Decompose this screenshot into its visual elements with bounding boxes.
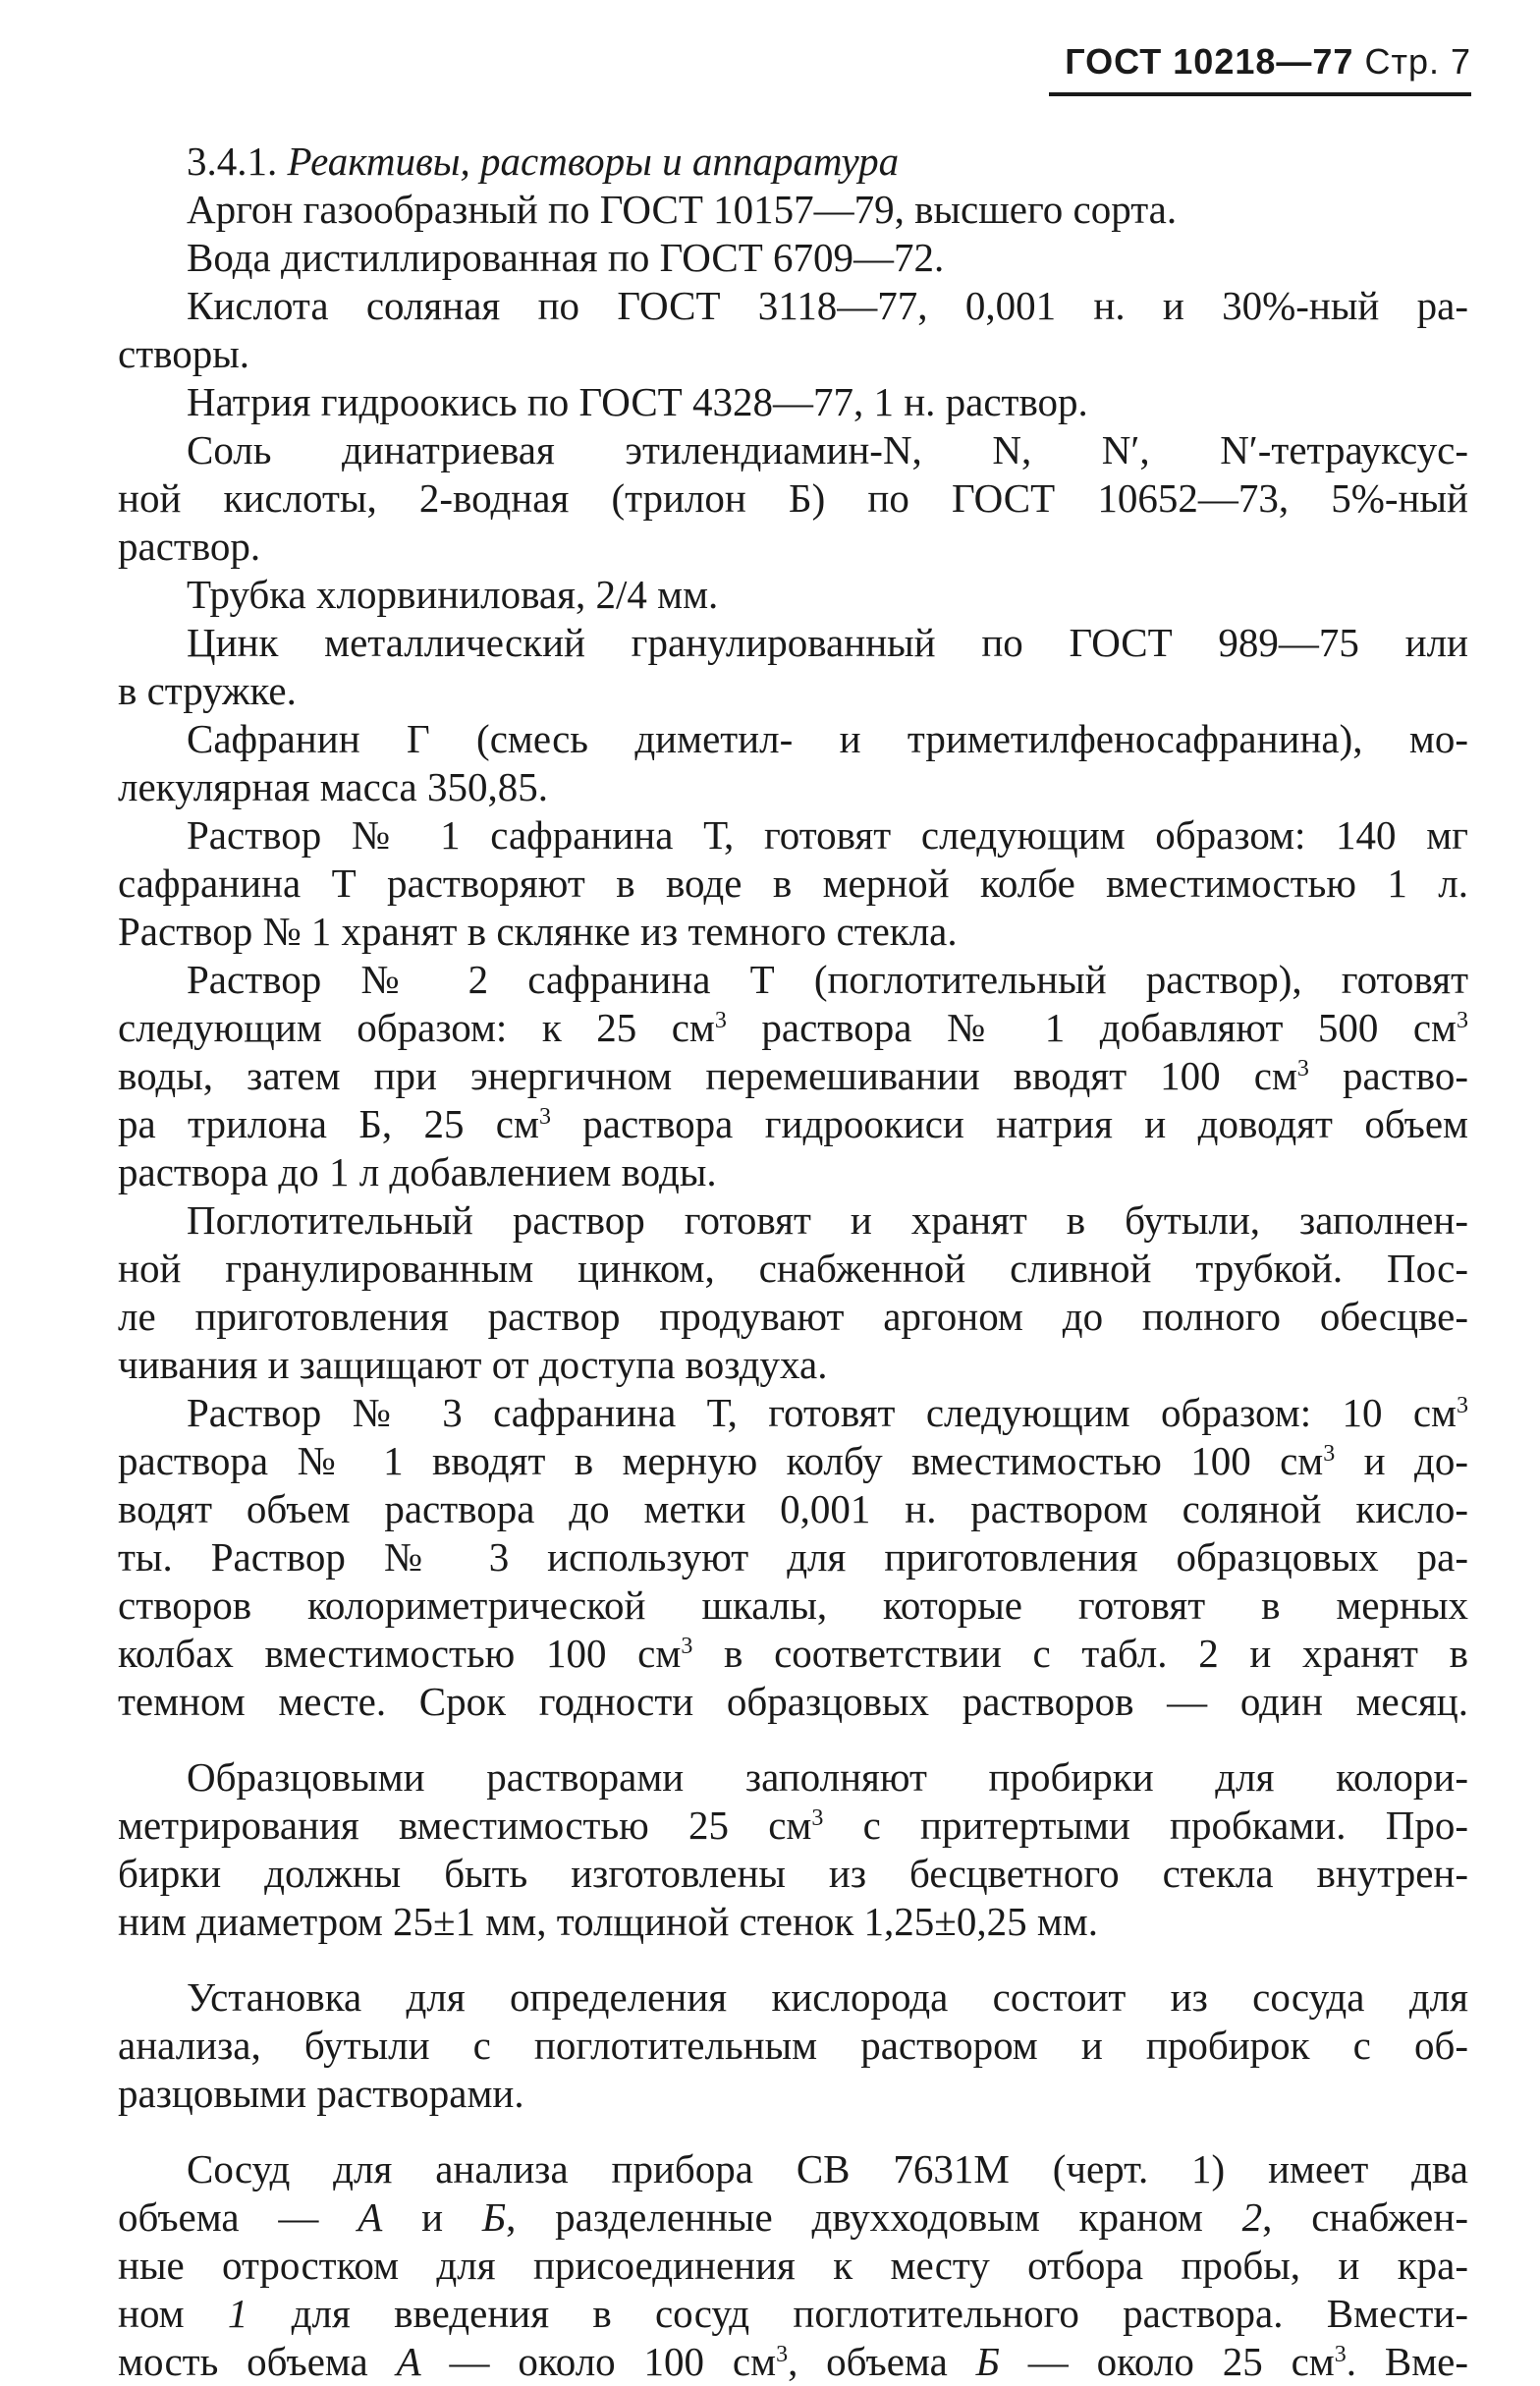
text-line: Натрия гидроокись по ГОСТ 4328—77, 1 н. раствор.	[187, 379, 1088, 424]
text-line: Поглотительный раствор готовят и хранят в бутыли, заполнен-	[187, 1197, 1468, 1243]
document-body	[118, 138, 1468, 2386]
text-line: ра трилона Б, 25 $см^3$ раствора гидроокиси натрия и доводят объем	[118, 1101, 1468, 1146]
section-number: 3.4.1.	[187, 139, 278, 184]
text-line: ним диаметром 25±1 мм, толщиной стенок 1,25±0,25 мм.	[118, 1899, 1098, 1944]
text-line: ном 1 для введения в сосуд поглотительного раствора. Вмести-	[118, 2291, 1468, 2336]
text-line: Трубка хлорвиниловая, 2/4 мм.	[187, 572, 719, 617]
text-line: бирки должны быть изготовлены из бесцветного стекла внутрен-	[118, 1851, 1468, 1896]
text-line: Соль динатриевая этилендиамин-N, N, N′, N′-тетрауксус-	[187, 427, 1468, 472]
text-line: разцовыми растворами.	[118, 2071, 524, 2116]
text-line: Кислота соляная по ГОСТ 3118—77, 0,001 н. и 30%-ный ра-	[187, 283, 1468, 328]
text-line: раствор.	[118, 524, 261, 569]
text-line: Раствор № 3 сафранина Т, готовят следующим образом: 10 $см^3$	[187, 1390, 1468, 1435]
text-line: Вода дистиллированная по ГОСТ 6709—72.	[187, 235, 945, 280]
text-line: Образцовыми растворами заполняют пробирки для колори-	[187, 1754, 1468, 1800]
text-line: Аргон газообразный по ГОСТ 10157—79, высшего сорта.	[187, 187, 1178, 232]
text-line: раствора до 1 л добавлением воды.	[118, 1149, 717, 1194]
text-line: метрирования вместимостью 25 $см^3$ с притертыми пробками. Про-	[118, 1803, 1468, 1848]
text-line: объема — А и Б, разделенные двухходовым краном 2, снабжен-	[118, 2194, 1468, 2240]
text-line: ты. Раствор № 3 используют для приготовления образцовых ра-	[118, 1534, 1468, 1580]
text-line: Раствор № 1 хранят в склянке из темного стекла.	[118, 909, 958, 954]
text-line: раствора № 1 вводят в мерную колбу вместимостью 100 $см^3$ и до-	[118, 1438, 1468, 1483]
section-title: Реактивы, растворы и аппаратура	[287, 139, 900, 184]
text-line: ной гранулированным цинком, снабженной сливной трубкой. Пос-	[118, 1246, 1468, 1291]
text-line: чивания и защищают от доступа воздуха.	[118, 1342, 828, 1387]
text-line: водят объем раствора до метки 0,001 н. раствором соляной кисло-	[118, 1486, 1468, 1531]
section-heading	[118, 138, 1468, 186]
text-line: створов колориметрической шкалы, которые готовят в мерных	[118, 1582, 1468, 1628]
standard-number: ГОСТ 10218—77	[1065, 41, 1354, 82]
text-line: Раствор № 1 сафранина Т, готовят следующим образом: 140 мг	[187, 812, 1468, 858]
text-line: колбах вместимостью 100 $см^3$ в соответствии с табл. 2 и хранят в	[118, 1631, 1468, 1676]
text-line: створы.	[118, 331, 249, 376]
text-line: в стружке.	[118, 668, 297, 713]
text-line: Раствор № 2 сафранина Т (поглотительный раствор), готовят	[187, 957, 1468, 1002]
text-line: Сафранин Г (смесь диметил- и триметилфеносафранина), мо-	[187, 716, 1468, 761]
text-line: Сосуд для анализа прибора СВ 7631М (черт. 1) имеет два	[187, 2146, 1468, 2192]
page-header	[1049, 41, 1471, 96]
text-line: ной кислоты, 2-водная (трилон Б) по ГОСТ 10652—73, 5%-ный	[118, 475, 1468, 521]
text-line: мость объема А — около 100 $см^3$, объема Б — около 25 $см^3$. Вме-	[118, 2339, 1468, 2384]
text-line: темном месте. Срок годности образцовых растворов — один месяц.	[118, 1679, 1468, 1724]
text-line: ные отростком для присоединения к месту отбора пробы, и кра-	[118, 2243, 1468, 2288]
text-line: анализа, бутыли с поглотительным раствором и пробирок с об-	[118, 2023, 1468, 2068]
text-line: следующим образом: к 25 $см^3$ раствора № 1 добавляют 500 $см^3$	[118, 1005, 1468, 1050]
text-line: лекулярная масса 350,85.	[118, 764, 548, 809]
text-line: Установка для определения кислорода состоит из сосуда для	[187, 1974, 1468, 2020]
text-line: воды, затем при энергичном перемешивании вводят 100 $см^3$ раство-	[118, 1053, 1468, 1098]
text-line: сафранина Т растворяют в воде в мерной колбе вместимостью 1 л.	[118, 860, 1468, 906]
text-line: Цинк металлический гранулированный по ГОСТ 989—75 или	[187, 620, 1468, 665]
text-line: ле приготовления раствор продувают аргоном до полного обесцве-	[118, 1294, 1468, 1339]
page-number: Стр. 7	[1364, 41, 1471, 82]
